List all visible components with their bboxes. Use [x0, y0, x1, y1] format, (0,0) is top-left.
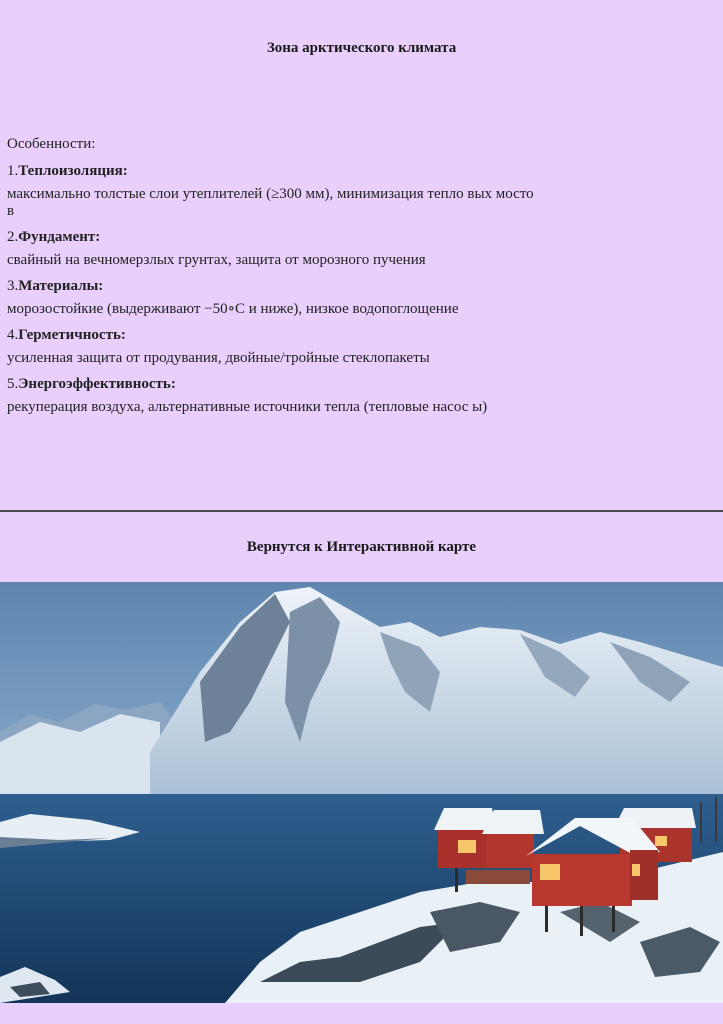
- feature-heading-4: [7, 327, 537, 344]
- feature-number: 3.: [7, 278, 19, 294]
- slide-title: Зона арктического климата: [266, 40, 457, 56]
- feature-heading-3: [7, 278, 537, 295]
- slide-back-to-map: [0, 512, 723, 1024]
- arctic-landscape-photo: [0, 582, 723, 1003]
- feature-title: Герметичность:: [18, 327, 126, 343]
- feature-text-1: максимально толстые слои утеплителей (≥300 мм), минимизация тепло вых мостов: [7, 186, 534, 219]
- feature-text-4: усиленная защита от продувания, двойные/тройные стеклопакеты: [7, 350, 430, 366]
- feature-text-5: рекуперация воздуха, альтернативные источники тепла (тепловые насос ы): [7, 399, 488, 415]
- feature-title: Теплоизоляция:: [18, 163, 128, 179]
- feature-text-2: свайный на вечномерзлых грунтах, защита от морозного пучения: [7, 252, 426, 268]
- feature-number: 4.: [7, 327, 19, 343]
- feature-title: Фундамент:: [18, 229, 101, 245]
- feature-title: Энергоэффективность:: [18, 376, 176, 392]
- feature-number: 5.: [7, 376, 19, 392]
- feature-title: Материалы:: [18, 278, 104, 294]
- feature-heading-1: [7, 163, 537, 180]
- slide-arctic-climate: [0, 0, 723, 510]
- features-intro: Особенности:: [7, 136, 96, 152]
- feature-heading-2: [7, 229, 537, 246]
- back-to-map-link[interactable]: Вернутся к Интерактивной карте: [246, 539, 477, 555]
- features-list: [7, 136, 537, 425]
- feature-heading-5: [7, 376, 537, 393]
- feature-number: 1.: [7, 163, 19, 179]
- feature-text-3: морозостойкие (выдерживают −50∘C и ниже), низкое водопоглощение: [7, 301, 459, 317]
- feature-number: 2.: [7, 229, 19, 245]
